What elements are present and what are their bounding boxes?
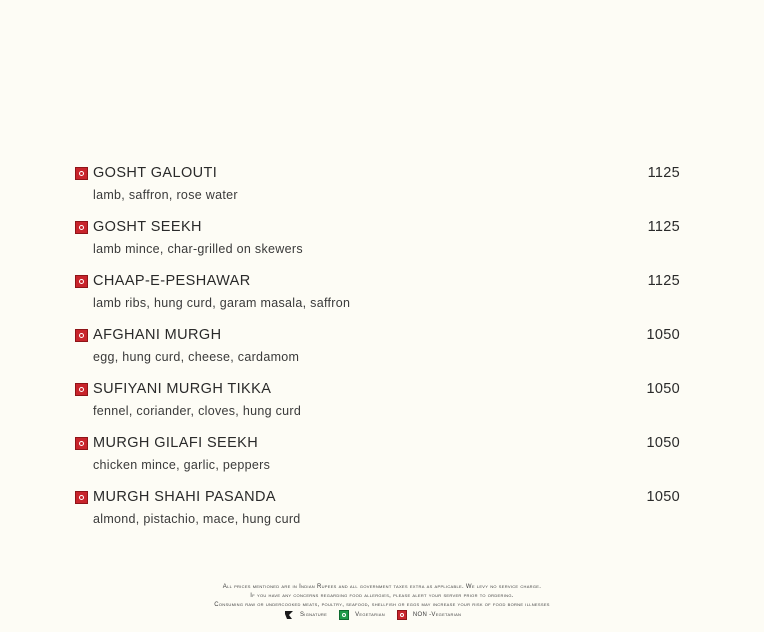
item-name: GOSHT GALOUTI [93,165,218,181]
legend-signature-label: Signature [300,611,328,618]
item-description: lamb, saffron, rose water [93,188,238,202]
veg-icon [339,610,349,620]
item-description: lamb ribs, hung curd, garam masala, saffron [93,296,351,310]
non-veg-icon [75,383,88,396]
non-veg-icon [75,491,88,504]
item-price: 1050 [646,435,680,451]
non-veg-icon [397,610,407,620]
item-description: chicken mince, garlic, peppers [93,458,271,472]
menu-item [75,435,685,485]
non-veg-icon [75,167,88,180]
menu-item [75,489,685,539]
item-description: lamb mince, char-grilled on skewers [93,242,303,256]
footer-line-prices: All prices mentioned are in Indian Rupees and all government taxes extra as applicable. We levy no service charge. [222,584,542,590]
item-price: 1125 [647,165,680,181]
legend-veg-label: Vegetarian [355,611,385,618]
footer-line-allergies: If you have any concerns regarding food allergies, please alert your server prior to ordering. [250,593,514,599]
item-name: CHAAP-E-PESHAWAR [93,273,251,289]
menu-item [75,381,685,431]
non-veg-icon [75,275,88,288]
signature-icon [284,610,294,620]
legend [284,609,473,620]
item-price: 1125 [647,273,680,289]
footer-line-advisory: Consuming raw or undercooked meats, poultry, seafood, shellfish or eggs may increase your risk of food borne illnesses [214,602,550,608]
item-price: 1125 [647,219,680,235]
item-name: AFGHANI MURGH [93,327,222,343]
item-description: almond, pistachio, mace, hung curd [93,512,301,526]
non-veg-icon [75,437,88,450]
menu-item [75,273,685,323]
non-veg-icon [75,329,88,342]
non-veg-icon [75,221,88,234]
item-price: 1050 [646,381,680,397]
menu-item [75,165,685,215]
item-price: 1050 [646,327,680,343]
item-price: 1050 [646,489,680,505]
item-name: MURGH SHAHI PASANDA [93,489,276,505]
item-name: MURGH GILAFI SEEKH [93,435,259,451]
item-description: fennel, coriander, cloves, hung curd [93,404,302,418]
item-description: egg, hung curd, cheese, cardamom [93,350,300,364]
menu-item [75,327,685,377]
footer-notes [0,583,764,610]
item-name: GOSHT SEEKH [93,219,202,235]
legend-nonveg-label: NON -Vegetarian [412,611,462,618]
item-name: SUFIYANI MURGH TIKKA [93,381,272,397]
menu-item [75,219,685,269]
